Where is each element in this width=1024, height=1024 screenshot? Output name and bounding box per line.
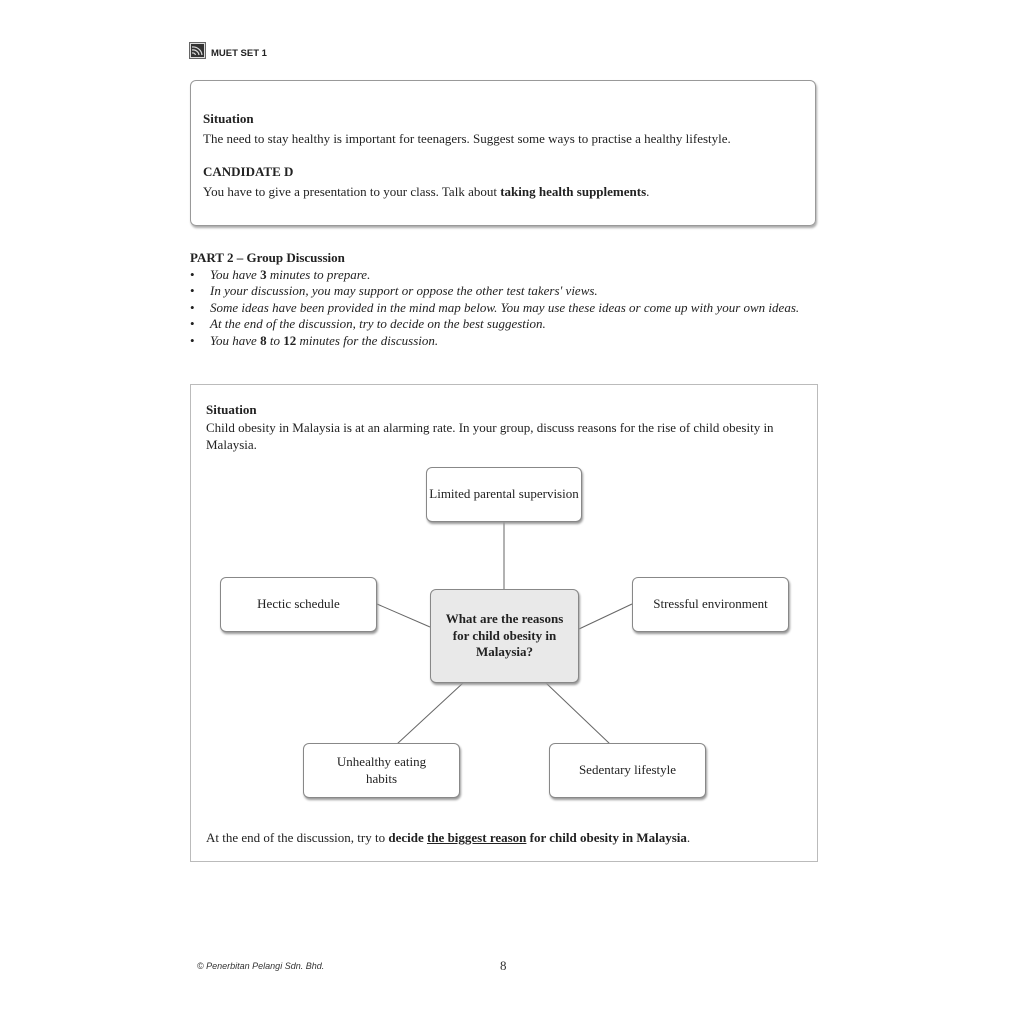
instruction-item: • In your discussion, you may support or oppose the other test takers' views. xyxy=(190,283,822,300)
signal-waves-icon xyxy=(189,42,206,59)
mind-map-node-stressful-environment: Stressful environment xyxy=(632,577,789,632)
emphasis-underline: the biggest reason xyxy=(426,830,527,845)
instruction-item: • Some ideas have been provided in the mind map below. You may use these ideas or come up with your own ideas. xyxy=(190,300,822,317)
mind-map-node-hectic-schedule: Hectic schedule xyxy=(220,577,377,632)
candidate-task xyxy=(203,184,649,200)
candidate-task-text: You have to give a presentation to your class. Talk about xyxy=(203,184,501,199)
mind-map-node-sedentary-lifestyle: Sedentary lifestyle xyxy=(549,743,706,798)
instruction-item: • At the end of the discussion, try to decide on the best suggestion. xyxy=(190,316,822,333)
situation-title: Situation xyxy=(203,111,254,126)
connector-line xyxy=(579,604,632,629)
instruction-list xyxy=(190,267,822,350)
mind-map-center-question: What are the reasons for child obesity in Malaysia? xyxy=(430,589,579,683)
connector-line xyxy=(397,683,463,744)
part2-instructions xyxy=(190,250,822,349)
page-header xyxy=(189,42,267,59)
set-label: MUET SET 1 xyxy=(211,48,267,59)
discussion-situation-title: Situation xyxy=(206,402,257,417)
discussion-situation-text: Child obesity in Malaysia is at an alarming rate. In your group, discuss reasons for the rise of child obesity in Malaysia. xyxy=(206,420,774,452)
situation-text: The need to stay healthy is important for teenagers. Suggest some ways to practise a healthy lifestyle. xyxy=(203,131,731,146)
connector-line xyxy=(377,604,430,627)
candidate-topic: taking health supplements xyxy=(500,184,647,199)
connector-line xyxy=(546,683,610,744)
instruction-item: • You have 8 to 12 minutes for the discussion. xyxy=(190,333,822,350)
discussion-goal: At the end of the discussion, try to decide the biggest reason for child obesity in Malaysia. xyxy=(206,830,691,845)
part1-candidate-box xyxy=(190,80,816,226)
copyright-notice: © Penerbitan Pelangi Sdn. Bhd. xyxy=(197,961,325,971)
candidate-title: CANDIDATE D xyxy=(203,164,294,179)
instruction-item: • You have 3 minutes to prepare. xyxy=(190,267,822,284)
mind-map-node-limited-parental-supervision: Limited parental supervision xyxy=(426,467,582,522)
part2-title: PART 2 – Group Discussion xyxy=(190,250,345,265)
candidate-task-end: . xyxy=(646,184,650,199)
discussion-box xyxy=(190,384,818,862)
mind-map-node-unhealthy-eating-habits: Unhealthy eating habits xyxy=(303,743,460,798)
page-number: 8 xyxy=(500,958,507,973)
